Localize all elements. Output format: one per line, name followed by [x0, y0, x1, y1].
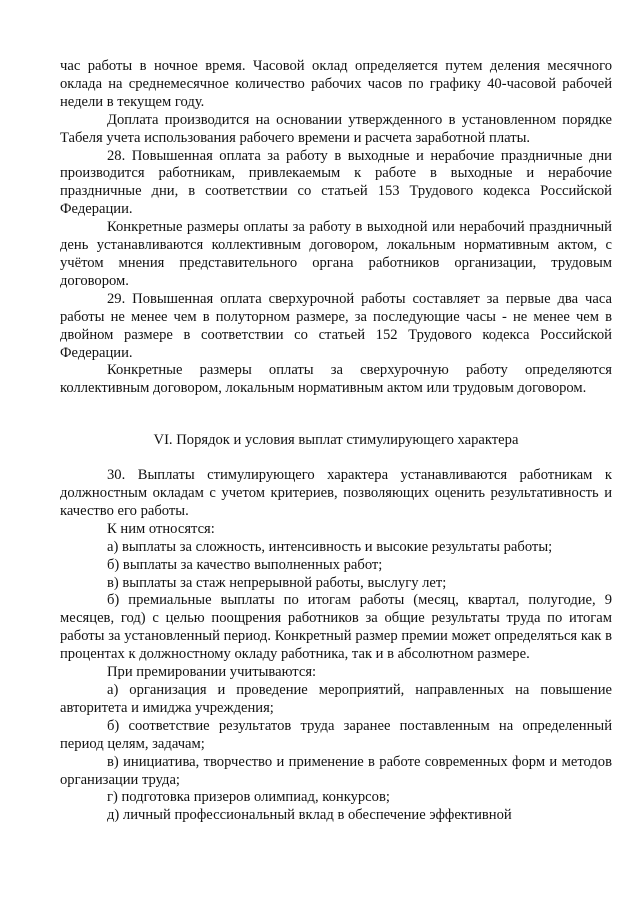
paragraph: При премировании учитываются:: [107, 664, 317, 681]
list-item: б) выплаты за качество выполненных работ;: [107, 556, 383, 573]
paragraph: час работы в ночное время. Часовой оклад определяется путем деления месячного оклада на среднемесячное количество рабочих часов по графику 40-часовой рабочей недели в текущем году.: [60, 58, 612, 110]
list-item: д) личный профессиональный вклад в обеспечение эффективной: [107, 807, 512, 824]
paragraph: Доплата производится на основании утвержденного в установленном порядке Табеля учета использования рабочего времени и расчета заработной платы.: [60, 111, 612, 146]
list-item: г) подготовка призеров олимпиад, конкурсов;: [107, 789, 390, 806]
list-item: б) соответствие результатов труда заранее поставленным на определенный период целям, задачам;: [60, 717, 612, 752]
paragraph: Конкретные размеры оплаты за сверхурочную работу определяются коллективным договором, локальным нормативным актом или трудовым договором.: [60, 362, 612, 397]
list-item: в) инициатива, творчество и применение в работе современных форм и методов организации труда;: [60, 753, 612, 788]
paragraph: 29. Повышенная оплата сверхурочной работы составляет за первые два часа работы не менее чем в полуторном размере, за последующие часы - не менее чем в двойном размере в соответствии со статьей 152 Трудового кодекса Российской Федерации.: [60, 290, 612, 361]
paragraph: 28. Повышенная оплата за работу в выходные и нерабочие праздничные дни производится работникам, привлекаемым к работе в выходные и нерабочие праздничные дни, в соответствии со статьей 153 Трудового кодекса Российской Федерации.: [60, 147, 612, 218]
list-item: а) выплаты за сложность, интенсивность и высокие результаты работы;: [107, 538, 553, 555]
paragraph: 30. Выплаты стимулирующего характера устанавливаются работникам к должностным окладам с учетом критериев, позволяющих оценить результативность и качество его работы.: [60, 467, 612, 519]
list-item: а) организация и проведение мероприятий, направленных на повышение авторитета и имиджа учреждения;: [60, 682, 612, 716]
paragraph: К ним относятся:: [107, 520, 215, 537]
paragraph: Конкретные размеры оплаты за работу в выходной или нерабочий праздничный день устанавливаются коллективным договором, локальным нормативным актом, с учётом мнения представительного органа работников организации, трудовым договором.: [60, 219, 612, 289]
section-heading: VI. Порядок и условия выплат стимулирующего характера: [153, 432, 519, 449]
list-item: б) премиальные выплаты по итогам работы (месяц, квартал, полугодие, 9 месяцев, год) с целью поощрения работников за общие результаты труда по итогам работы за установленный период. Конкретный размер премии может определяться как в процентах к должностному окладу работника, так и в абсолютном размере.: [60, 592, 612, 663]
document-page: [60, 58, 612, 825]
list-item: в) выплаты за стаж непрерывной работы, выслугу лет;: [107, 574, 447, 591]
